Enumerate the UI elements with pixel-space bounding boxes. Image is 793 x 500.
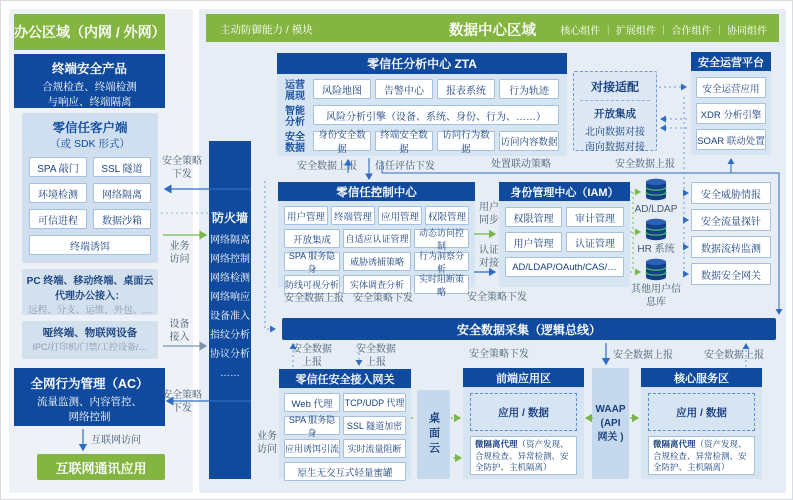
waap-line2: (API — [600, 417, 621, 429]
control-center-title: 零信任控制中心 — [278, 182, 475, 201]
ac-title: 全网行为管理（AC） — [30, 377, 149, 391]
threat-intel-box: 安全威胁情报 — [691, 182, 771, 204]
gateway-title: 零信任安全接入网关 — [279, 369, 411, 388]
zero-trust-client-panel — [22, 113, 158, 263]
network-behavior-ac-box — [14, 368, 165, 426]
front-micro-bold: 微隔离代理 — [475, 439, 518, 449]
iam-box: 审计管理 — [566, 207, 624, 227]
firewall-strip — [209, 141, 251, 479]
data-flow-monitor-box: 数据流转监测 — [691, 236, 771, 258]
soc-title: 安全运营平台 — [691, 52, 771, 71]
iam-box: 认证管理 — [566, 232, 624, 252]
core-service-zone — [641, 368, 762, 479]
core-micro-bold: 微隔离代理 — [653, 439, 696, 449]
gateway-box: 应用诱饵引流 — [284, 439, 340, 458]
iot-line1: 哑终端、物联网设备 — [42, 327, 138, 339]
firewall-item: 网络控制 — [210, 254, 250, 265]
firewall-item: 协议分析 — [210, 349, 250, 360]
device-access-label: 设备接入 — [169, 319, 190, 343]
datacenter-title: 数据中心区域 — [449, 23, 536, 39]
waap-line1: WAAP — [595, 403, 626, 415]
pc-line2: 代理办公接入： — [55, 291, 125, 302]
pc-line1: PC 终端、移动终端、桌面云 — [26, 276, 154, 287]
front-app-data-box: 应用 / 数据 — [470, 393, 577, 431]
bus-report2-label: 安全数据上报 — [356, 344, 396, 368]
zta-row1-label: 运营展现 — [285, 80, 305, 102]
firewall-item: …… — [220, 368, 240, 379]
zta-row2-label: 智能分析 — [285, 106, 305, 128]
ac-line2: 网络控制 — [68, 411, 111, 423]
control-box: 实体调查分析 — [343, 275, 411, 294]
control-box: 终端管理 — [331, 206, 375, 225]
gateway-biz-label: 业务访问 — [257, 431, 277, 455]
front-zone-title: 前端应用区 — [463, 368, 584, 387]
zta-box: 告警中心 — [375, 79, 433, 99]
gateway-box: Web 代理 — [284, 393, 340, 412]
waap-line3: 网关 ) — [597, 431, 624, 443]
zta-box: 访问内容数据 — [499, 131, 559, 151]
gateway-box: 实时流量阻断 — [343, 439, 406, 458]
zta-box: 报表系统 — [437, 79, 495, 99]
core-app-data-box: 应用 / 数据 — [648, 393, 755, 431]
adapter-north: 北向数据对接 — [585, 127, 645, 138]
zta-engine-box: 风险分析引擎（设备、系统、身份、行为、……） — [313, 105, 559, 125]
firewall-item: 指纹分析 — [210, 330, 250, 341]
client-item: 终端诱饵 — [29, 235, 151, 255]
iot-box — [22, 321, 158, 359]
client-item: 数据沙箱 — [93, 209, 151, 229]
active-defense-label: 主动防御能力 / 模块 — [220, 24, 313, 36]
internet-app-box: 互联网通讯应用 — [37, 454, 165, 480]
terminal-security-product — [14, 54, 165, 108]
dispose-label: 处置联动策略 — [491, 159, 551, 170]
firewall-title: 防火墙 — [211, 211, 248, 225]
front-app-zone — [463, 368, 584, 479]
policy-ac-label: 安全策略下发 — [162, 390, 202, 414]
bus-policy-label: 安全策略下发 — [469, 349, 529, 360]
client-subtitle: （或 SDK 形式） — [50, 138, 130, 150]
zero-trust-gateway — [279, 369, 411, 479]
cc-policy-label: 安全策略下发 — [353, 293, 413, 304]
terminal-product-title: 终端安全产品 — [51, 62, 127, 76]
auth-dock-label: 认证对接 — [479, 245, 499, 269]
control-box: 防线可视分析 — [284, 275, 340, 294]
terminal-product-line1: 合规检查、终端检测 — [42, 81, 137, 93]
client-title: 零信任客户端 — [52, 121, 128, 135]
policy-top-label: 安全策略下发 — [162, 156, 202, 180]
bus-report1-label: 安全数据上报 — [292, 344, 332, 368]
zta-row3-label: 安全数据 — [285, 132, 305, 154]
control-box: 开放集成 — [284, 229, 340, 248]
control-box: 应用管理 — [378, 206, 422, 225]
firewall-item: 网络响应 — [210, 292, 250, 303]
iot-line2: IPC/打印机/门禁/工控设备/… — [32, 342, 148, 352]
adapter-integration: 开放集成 — [594, 108, 636, 120]
gateway-box: SSL 隧道加密 — [343, 416, 406, 435]
adapter-box — [573, 71, 657, 151]
zta-report-label: 安全数据上报 — [297, 161, 357, 172]
trust-eval-label: 信任评估下发 — [375, 161, 435, 172]
zero-trust-control-center — [278, 182, 475, 297]
firewall-item: 设备准入 — [210, 311, 250, 322]
traffic-probe-box: 安全流量探针 — [691, 209, 771, 231]
component-legend: 核心组件 ｜ 扩展组件 ｜ 合作组件 ｜ 协同组件 — [560, 26, 767, 37]
zta-box: 风险地图 — [313, 79, 371, 99]
security-data-bus: 安全数据采集（逻辑总线） — [282, 318, 776, 340]
client-item: 网络隔离 — [93, 183, 151, 203]
desktop-cloud-box: 桌面云 — [417, 390, 450, 479]
waap-box — [592, 368, 629, 479]
db-label-adldap: AD/LDAP — [634, 204, 678, 215]
zta-report-right-label: 安全数据上报 — [615, 159, 675, 170]
firewall-item: 网络隔离 — [210, 235, 250, 246]
adapter-south: 南向数据对接 — [585, 142, 645, 153]
front-micro-seg-box — [470, 436, 577, 475]
iam-box: 权限管理 — [505, 207, 562, 227]
cc-report-label: 安全数据上报 — [284, 293, 344, 304]
client-item: 可信进程 — [29, 209, 87, 229]
front-micro-rest: （资产发现、合规检查、异常检测、安全防护、主机隔离） — [475, 439, 569, 472]
zta-box: 访问行为数据 — [437, 131, 495, 151]
gateway-box: SPA 服务隐身 — [284, 416, 340, 435]
ac-line1: 流量监测、内容管控、 — [37, 396, 142, 408]
client-item: 环境检测 — [29, 183, 87, 203]
control-box: 行为洞察分析 — [414, 252, 469, 271]
client-item: SSL 隧道 — [93, 157, 151, 177]
control-box: SPA 服务隐身 — [284, 252, 340, 271]
zta-box: 行为轨迹 — [499, 79, 559, 99]
pc-line3: 远程、分支、运维、外包、… — [28, 305, 152, 316]
biz-access-label: 业务访问 — [169, 241, 190, 265]
iam-policy-label: 安全策略下发 — [467, 292, 527, 303]
adapter-title: 对接适配 — [580, 72, 650, 101]
office-zone-header: 办公区域（内网 / 外网） — [14, 14, 165, 50]
data-security-gateway-box: 数据安全网关 — [691, 263, 771, 285]
user-sync-label: 用户同步 — [479, 202, 499, 226]
iam-box: 用户管理 — [505, 232, 562, 252]
soc-box: XDR 分析引擎 — [696, 103, 766, 124]
zta-box: 终端安全数据 — [375, 131, 433, 151]
zta-title: 零信任分析中心 ZTA — [277, 53, 567, 74]
gateway-box: TCP/UDP 代理 — [343, 393, 406, 412]
control-box: 实时阻断策略 — [414, 275, 469, 294]
control-box: 权限管理 — [425, 206, 469, 225]
zta-box: 身份安全数据 — [313, 131, 371, 151]
internet-access-label: 互联网访问 — [91, 435, 141, 446]
security-operations-platform — [691, 52, 771, 155]
core-zone-title: 核心服务区 — [641, 368, 762, 387]
bus-report3-label: 安全数据上报 — [613, 350, 673, 361]
core-micro-seg-box — [648, 436, 755, 475]
db-label-hr: HR 系统 — [637, 244, 675, 255]
iam-protocols-box: AD/LDAP/OAuth/CAS/… — [505, 257, 624, 277]
zta-analysis-center — [277, 53, 567, 156]
control-box: 动态访问控制 — [414, 229, 469, 248]
datacenter-top-bar — [206, 14, 779, 42]
pc-terminal-box — [22, 269, 158, 315]
soc-box: SOAR 联动处置 — [696, 129, 766, 150]
control-box: 威胁诱捕策略 — [343, 252, 411, 271]
firewall-item: 网络检测 — [210, 273, 250, 284]
soc-box: 安全运营应用 — [696, 77, 766, 98]
gateway-honeypot-box: 原生无交互式轻量蜜罐 — [284, 462, 406, 481]
terminal-product-line2: 与响应、终端隔离 — [47, 96, 132, 108]
iam-center — [499, 182, 630, 287]
iam-title: 身份管理中心（IAM） — [499, 182, 630, 201]
db-label-other: 其他用户信息库 — [631, 284, 681, 308]
client-item: SPA 敲门 — [29, 157, 87, 177]
control-box: 用户管理 — [284, 206, 328, 225]
bus-report4-label: 安全数据上报 — [704, 350, 764, 361]
control-box: 自适应认证管理 — [343, 229, 411, 248]
core-micro-rest: （资产发现、合规检查、异常检测、安全防护、主机隔离） — [653, 439, 747, 472]
